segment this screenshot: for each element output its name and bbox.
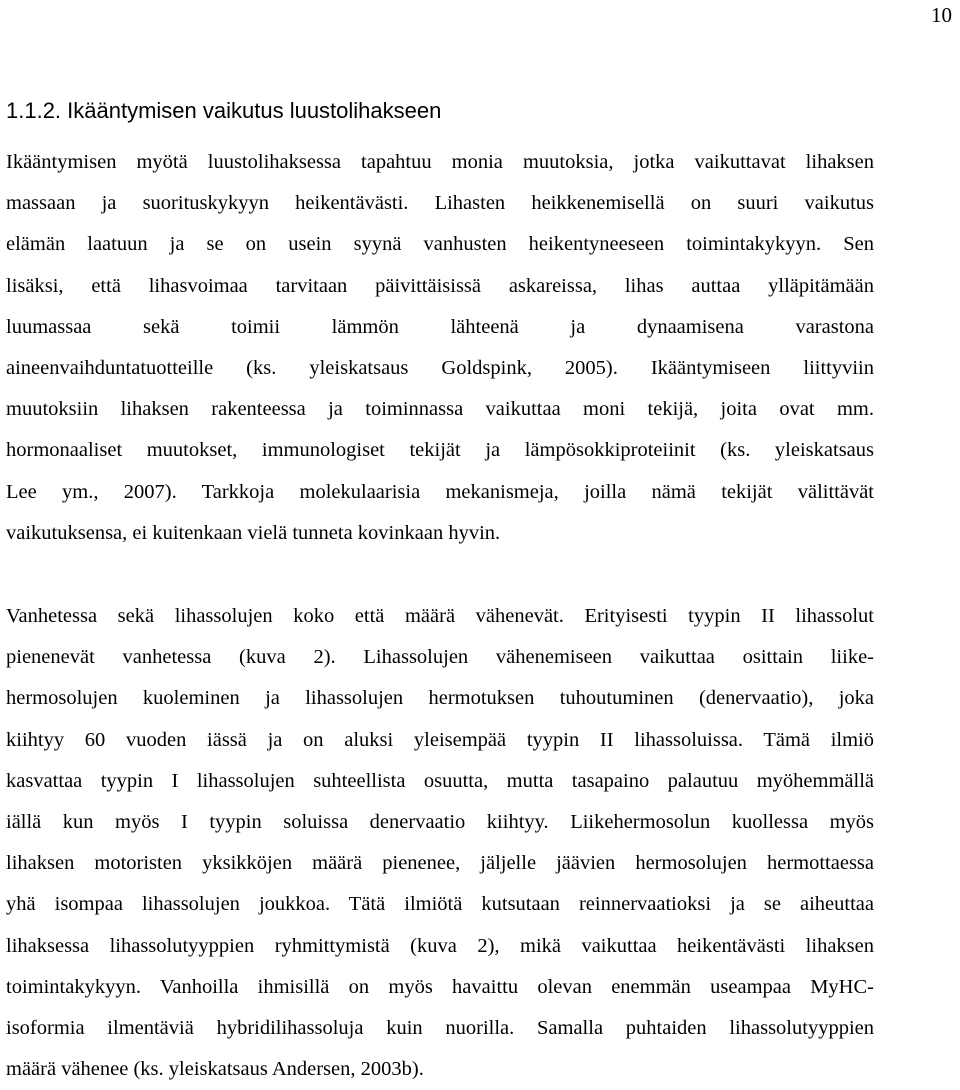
text-line: yhä isompaa lihassolujen joukkoa. Tätä ilmiötä kutsutaan reinnervaatioksi ja se aiheuttaa <box>6 893 874 916</box>
text-line: kasvattaa tyypin I lihassolujen suhteellista osuutta, mutta tasapaino palautuu myöhemmällä <box>6 769 874 792</box>
text-line: hormonaaliset muutokset, immunologiset tekijät ja lämpösokkiproteiinit (ks. yleiskatsaus <box>6 439 874 462</box>
text-line: Vanhetessa sekä lihassolujen koko että määrä vähenevät. Erityisesti tyypin II lihassolut <box>6 605 874 627</box>
text-line: hermosolujen kuoleminen ja lihassolujen hermotuksen tuhoutuminen (denervaatio), joka <box>6 687 874 710</box>
text-line: Lee ym., 2007). Tarkkoja molekulaarisia mekanismeja, joilla nämä tekijät välittävät <box>6 480 874 503</box>
text-line: kiihtyy 60 vuoden iässä ja on aluksi yleisempää tyypin II lihassoluissa. Tämä ilmiö <box>6 728 874 751</box>
paragraph-1 <box>6 142 874 554</box>
text-line: isoformia ilmentäviä hybridilihassoluja kuin nuorilla. Samalla puhtaiden lihassolutyyppien <box>6 1017 874 1040</box>
text-line: toimintakykyyn. Vanhoilla ihmisillä on myös havaittu olevan enemmän useampaa MyHC- <box>6 975 874 998</box>
text-line: elämän laatuun ja se on usein syynä vanhusten heikentyneeseen toimintakykyyn. Sen <box>6 233 874 256</box>
text-line: luumassaa sekä toimii lämmön lähteenä ja dynaamisena varastona <box>6 315 874 338</box>
section-heading: 1.1.2. Ikääntymisen vaikutus luustolihakseen <box>6 98 442 123</box>
text-line: vaikutuksensa, ei kuitenkaan vielä tunneta kovinkaan hyvin. <box>6 521 501 544</box>
text-line: aineenvaihduntatuotteille (ks. yleiskatsaus Goldspink, 2005). Ikääntymiseen liittyviin <box>6 357 874 380</box>
text-line: lihaksessa lihassolutyyppien ryhmittymistä (kuva 2), mikä vaikuttaa heikentävästi lihaksen <box>6 934 874 957</box>
text-line: määrä vähenee (ks. yleiskatsaus Andersen, 2003b). <box>6 1058 424 1081</box>
page-number: 10 <box>931 3 952 27</box>
paragraph-2 <box>6 596 874 1090</box>
text-line: lihaksen motoristen yksikköjen määrä pienenee, jäljelle jäävien hermosolujen hermottaessa <box>6 852 874 875</box>
text-line: massaan ja suorituskykyyn heikentävästi. Lihasten heikkenemisellä on suuri vaikutus <box>6 192 874 215</box>
text-line: muutoksiin lihaksen rakenteessa ja toiminnassa vaikuttaa moni tekijä, joita ovat mm. <box>6 398 874 421</box>
text-line: iällä kun myös I tyypin soluissa denervaatio kiihtyy. Liikehermosolun kuollessa myös <box>6 811 874 834</box>
text-line: Ikääntymisen myötä luustolihaksessa tapahtuu monia muutoksia, jotka vaikuttavat lihaksen <box>6 151 874 173</box>
text-line: lisäksi, että lihasvoimaa tarvitaan päivittäisissä askareissa, lihas auttaa ylläpitämään <box>6 274 874 297</box>
text-line: pienenevät vanhetessa (kuva 2). Lihassolujen vähenemiseen vaikuttaa osittain liike- <box>6 646 874 669</box>
